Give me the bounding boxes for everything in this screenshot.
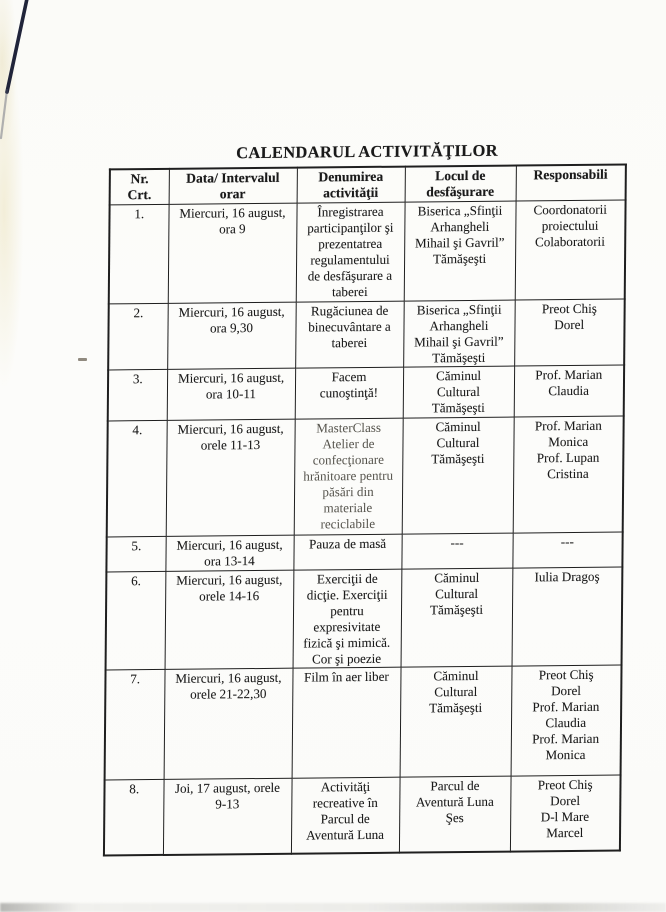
cell-location: Căminul Cultural Tămăşeşti — [403, 367, 514, 419]
cell-date-interval: Miercuri, 16 august, ora 9,30 — [167, 302, 296, 370]
cell-nr: 3. — [108, 370, 167, 421]
cell-responsible: --- — [512, 532, 622, 568]
cell-nr: 1. — [109, 205, 169, 304]
header-responsibles: Responsabili — [516, 164, 626, 201]
cell-responsible: Coordonatorii proiectului Colaboratorii — [515, 200, 626, 300]
activities-calendar-table — [103, 163, 627, 856]
cell-responsible: Preot Chiş Dorel — [514, 299, 625, 367]
cell-activity-name: Film în aer liber — [292, 668, 401, 779]
cell-date-interval: Miercuri, 16 august, orele 21-22,30 — [164, 669, 293, 780]
cell-location: Parcul de Aventură Luna Şes — [399, 777, 511, 853]
cell-activity-name: Rugăciunea de binecuvântare a taberei — [295, 301, 404, 369]
table-row — [104, 775, 621, 855]
table-row — [106, 567, 623, 670]
cell-date-interval: Miercuri, 16 august, orele 14-16 — [165, 570, 294, 670]
table-row — [105, 665, 622, 780]
cell-nr: 6. — [106, 571, 166, 670]
table-header-row — [110, 164, 626, 205]
header-date-interval: Data/ Intervalul orar — [169, 168, 297, 205]
cell-date-interval: Miercuri, 16 august, ora 9 — [168, 204, 297, 304]
cell-activity-name: Înregistrarea participanţilor şi prezentatrea regulamentului de desfăşurare a taberei — [296, 203, 405, 302]
cell-activity-name: Activităţi recreative în Parcul de Aventură Luna — [291, 778, 400, 854]
cell-activity-name: Facem cunoştinţă! — [295, 368, 403, 420]
cell-responsible: Iulia Dragoş — [512, 567, 623, 667]
cell-responsible: Preot Chiş Dorel Prof. Marian Claudia Prof. Marian Monica — [511, 665, 622, 776]
table-row — [109, 200, 626, 303]
cell-date-interval: Miercuri, 16 august, ora 10-11 — [167, 369, 295, 421]
cell-activity-name: Exerciţii de dicţie. Exerciţii pentru expresivitate fizică şi mimică. Cor şi poezie — [293, 569, 402, 668]
header-location: Locul de desfăşurare — [405, 166, 516, 203]
document-title: CALENDARUL ACTIVITĂŢILOR — [236, 140, 498, 163]
cell-nr: 2. — [108, 303, 168, 370]
cell-date-interval: Miercuri, 16 august, orele 11-13 — [166, 419, 295, 536]
header-activity-name: Denumirea activităţii — [297, 167, 405, 204]
cell-location: Biserica „Sfinţii Arhangheli Mihail şi Gavril” Tămăşeşti — [404, 201, 516, 301]
header-nr-crt: Nr. Crt. — [110, 169, 169, 205]
cell-date-interval: Miercuri, 16 august, ora 13-14 — [165, 535, 293, 571]
cell-location: Căminul Cultural Tămăşeşti — [400, 667, 512, 778]
cell-activity-name: MasterClass Atelier de confecţionare hrănitoare pentru păsări din materiale reciclabile — [294, 418, 403, 535]
cell-nr: 7. — [105, 670, 165, 781]
table-row — [106, 532, 622, 572]
cell-activity-name: Pauza de masă — [293, 534, 401, 570]
cell-responsible: Prof. Marian Claudia — [514, 365, 624, 417]
cell-location: Biserica „Sfinţii Arhangheli Mihail şi Gavril” Tămăşeşti — [403, 300, 515, 368]
table-row — [108, 365, 624, 421]
cell-location: Căminul Cultural Tămăşeşti — [401, 568, 513, 668]
cell-nr: 4. — [107, 421, 167, 538]
cell-responsible: Prof. Marian Monica Prof. Lupan Cristina — [513, 416, 624, 533]
cell-responsible: Preot Chiş Dorel D-l Mare Marcel — [510, 775, 621, 851]
cell-nr: 8. — [104, 780, 164, 856]
table-row — [108, 299, 625, 371]
cell-location: --- — [401, 533, 512, 569]
cell-nr: 5. — [106, 537, 165, 572]
cell-date-interval: Joi, 17 august, orele 9-13 — [163, 779, 292, 855]
cell-location: Căminul Cultural Tămăşeşti — [402, 417, 514, 534]
table-row — [107, 416, 624, 537]
